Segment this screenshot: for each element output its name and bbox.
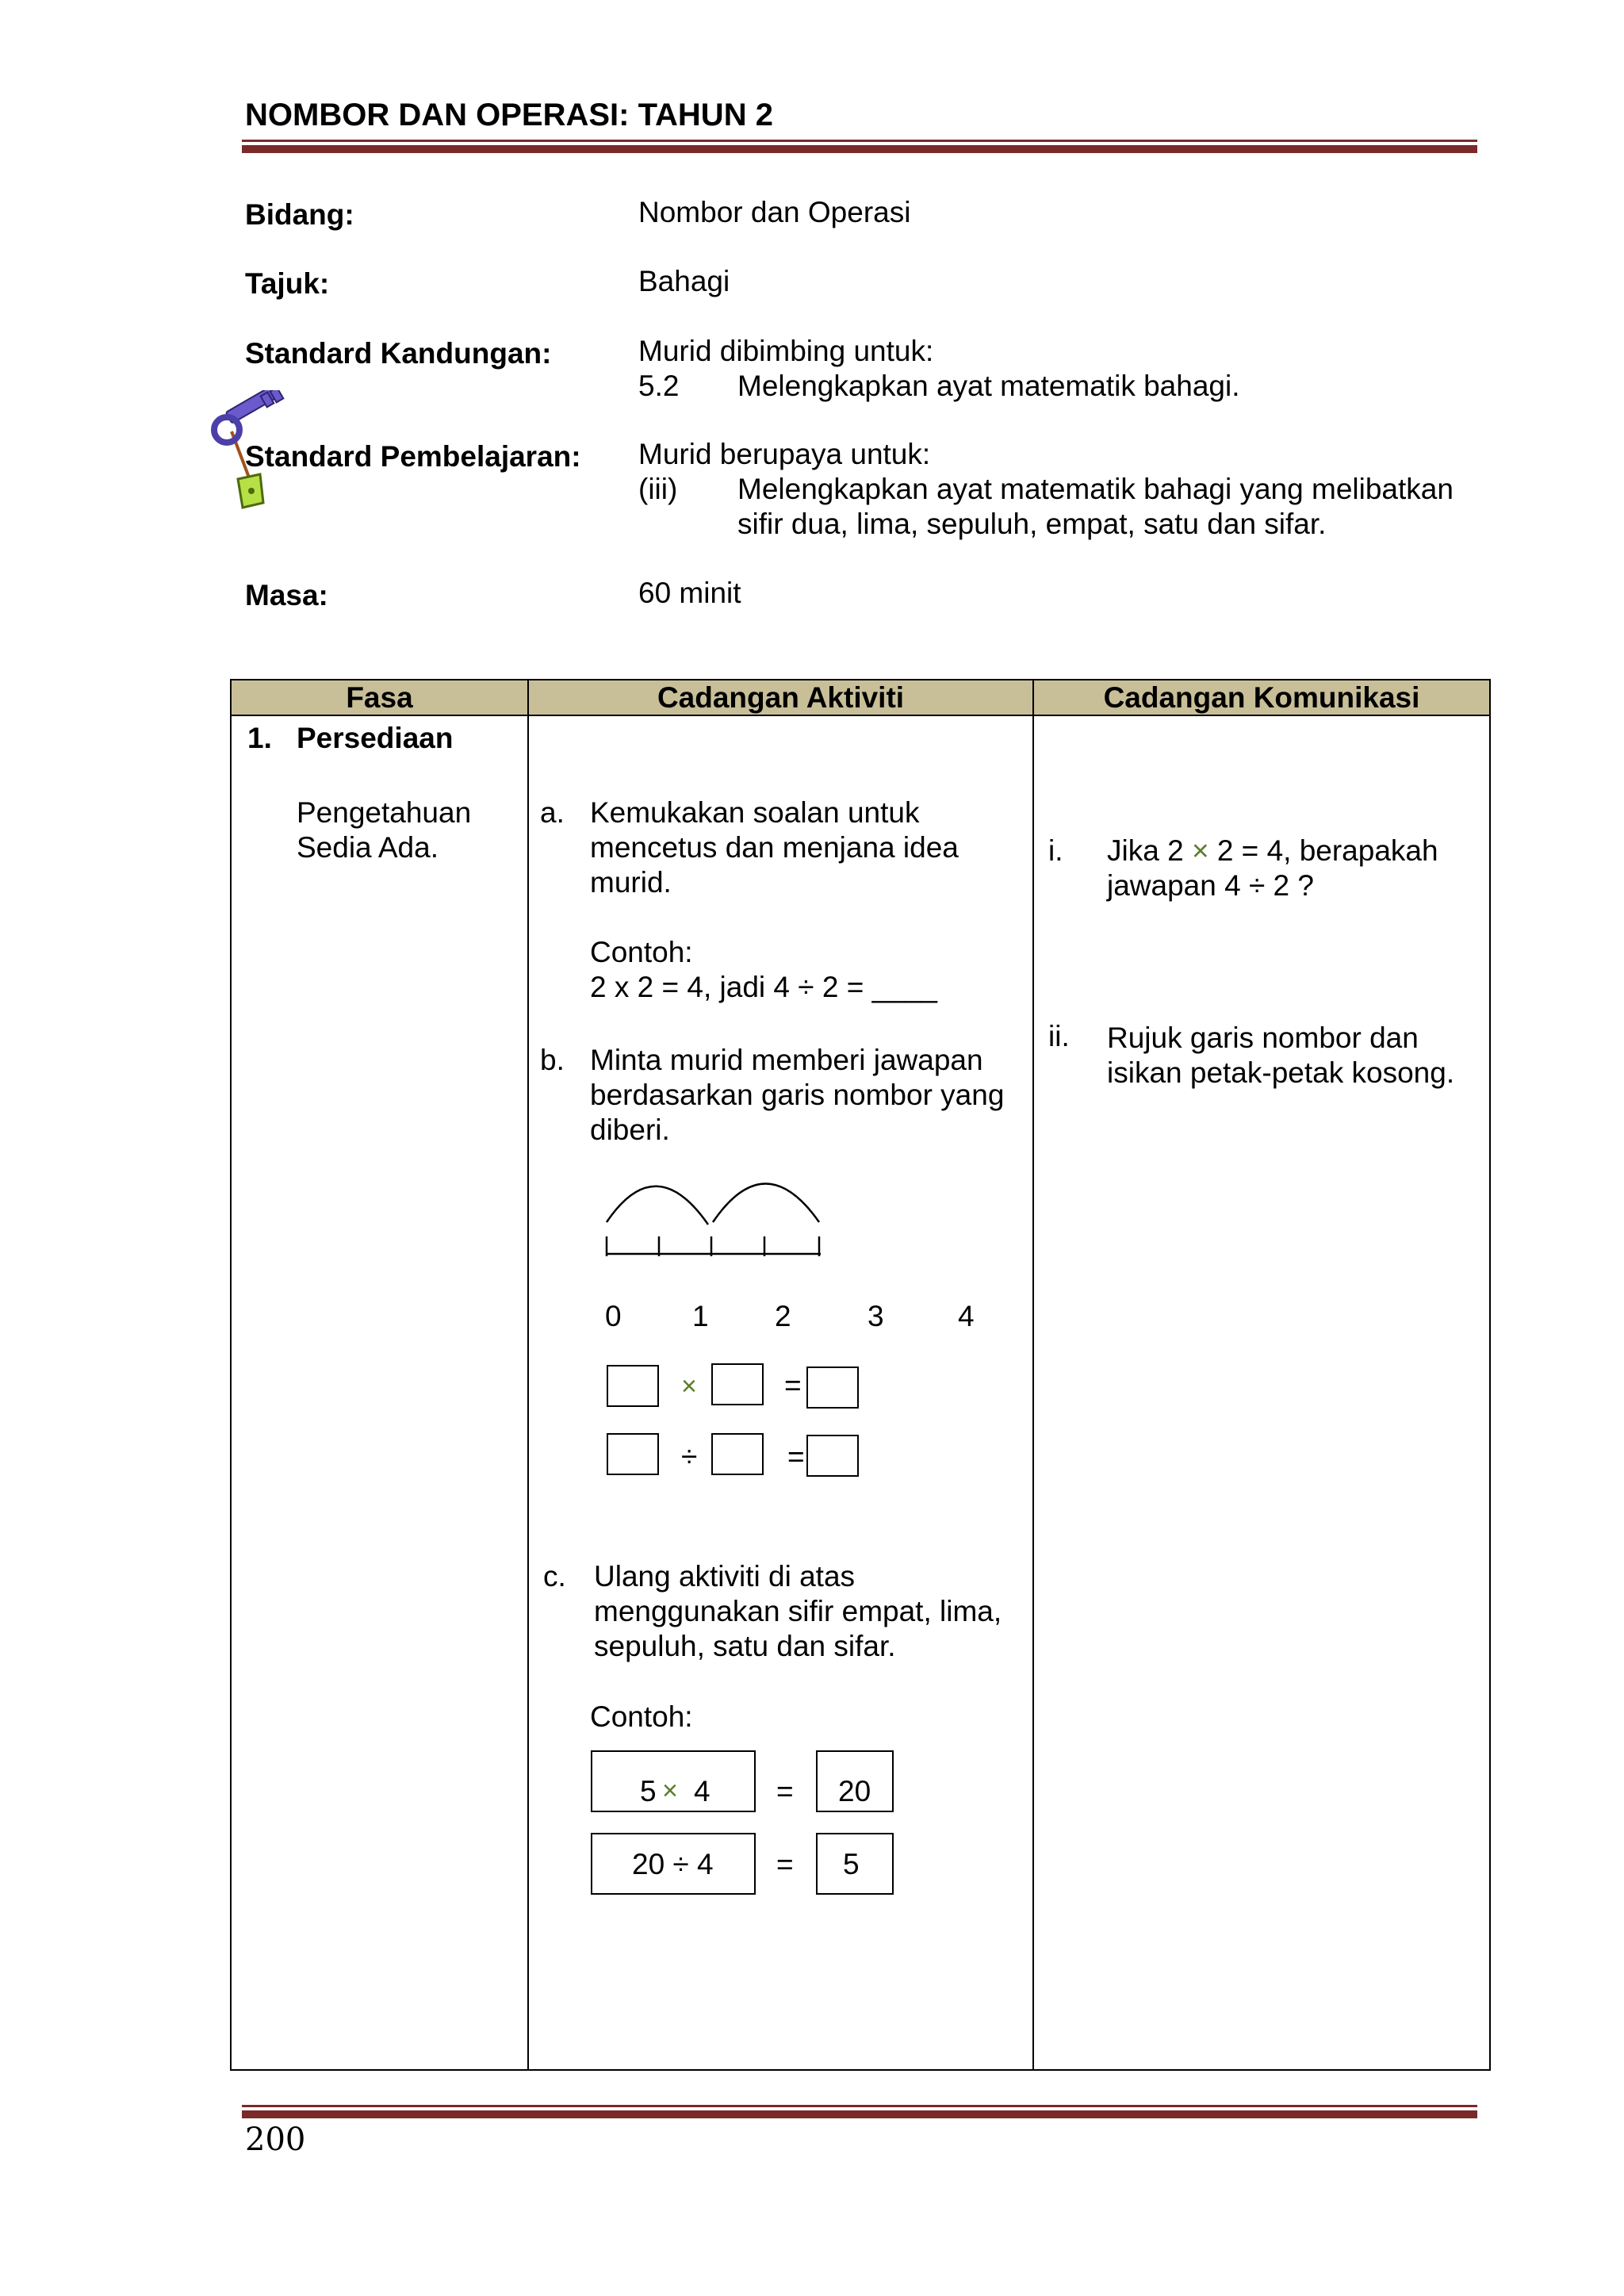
standard-pembelajaran-label: Standard Pembelajaran: — [245, 440, 581, 473]
blank-box[interactable] — [806, 1435, 859, 1477]
sk-text: Melengkapkan ayat matematik bahagi. — [737, 370, 1240, 402]
standard-pembelajaran-value — [638, 437, 1454, 542]
masa-value: 60 minit — [638, 577, 741, 609]
komunikasi-i-marker: i. — [1048, 834, 1063, 867]
divide-sign: ÷ — [681, 1440, 698, 1473]
sk-number: 5.2 — [638, 370, 680, 402]
activity-b-marker: b. — [540, 1044, 565, 1076]
activity-b-text: Minta murid memberi jawapan berdasarkan garis nombor yang diberi. — [590, 1044, 1005, 1146]
nl-label-4: 4 — [958, 1300, 975, 1332]
sp-number: (iii) — [638, 473, 678, 505]
page-header-title: NOMBOR DAN OPERASI: TAHUN 2 — [245, 98, 773, 132]
nl-label-1: 1 — [692, 1300, 709, 1332]
example-mult-left: 5 — [640, 1775, 657, 1807]
example-times-sign: × — [662, 1776, 678, 1806]
page-number: 200 — [245, 2122, 306, 2158]
aktiviti-cell — [528, 715, 1033, 2070]
nl-label-3: 3 — [868, 1300, 884, 1332]
example-mult-right: 4 — [694, 1775, 710, 1807]
equals-sign: = — [784, 1369, 802, 1401]
sp-intro: Murid berupaya untuk: — [638, 438, 931, 470]
tajuk-label: Tajuk: — [245, 267, 330, 300]
example-equals-2: = — [776, 1848, 794, 1880]
example-div-result: 5 — [843, 1848, 860, 1880]
activity-c-marker: c. — [543, 1560, 566, 1593]
masa-label: Masa: — [245, 579, 328, 611]
komunikasi-times-sign: × — [1191, 834, 1209, 867]
nl-label-0: 0 — [605, 1300, 622, 1332]
contoh-1-equation: 2 x 2 = 4, jadi 4 ÷ 2 = ____ — [590, 971, 937, 1003]
fasa-title: Persediaan — [297, 722, 454, 754]
contoh-2-label: Contoh: — [590, 1700, 693, 1733]
times-sign: × — [681, 1371, 697, 1401]
blank-box[interactable] — [607, 1365, 659, 1407]
bidang-value: Nombor dan Operasi — [638, 196, 911, 228]
tajuk-value: Bahagi — [638, 265, 730, 297]
equals-sign: = — [787, 1440, 805, 1473]
jump-arc-2 — [713, 1184, 819, 1223]
sk-intro: Murid dibimbing untuk: — [638, 335, 934, 367]
sp-text: Melengkapkan ayat matematik bahagi yang melibatkan sifir dua, lima, sepuluh, empat, satu dan sifar. — [737, 473, 1454, 540]
example-mult-result: 20 — [838, 1775, 871, 1807]
bidang-label: Bidang: — [245, 198, 354, 231]
number-line — [600, 1165, 973, 1256]
komunikasi-ii-marker: ii. — [1048, 1020, 1070, 1052]
lesson-table — [230, 679, 1491, 2071]
blank-box[interactable] — [806, 1366, 859, 1409]
activity-c-text: Ulang aktiviti di atas menggunakan sifir empat, lima, sepuluh, satu dan sifar. — [594, 1560, 1002, 1662]
activity-a-marker: a. — [540, 796, 565, 829]
nl-label-2: 2 — [775, 1300, 791, 1332]
contoh-1: Contoh: 2 x 2 = 4, jadi 4 ÷ 2 = ____ — [590, 936, 937, 1003]
blank-box[interactable] — [711, 1363, 764, 1405]
header-cadangan-komunikasi: Cadangan Komunikasi — [1033, 680, 1490, 715]
fasa-subtitle: Pengetahuan Sedia Ada. — [297, 796, 472, 864]
blank-box[interactable] — [607, 1433, 659, 1475]
example-div: 20 ÷ 4 — [632, 1848, 714, 1880]
header-cadangan-aktiviti: Cadangan Aktiviti — [528, 680, 1033, 715]
standard-kandungan-value — [638, 334, 1239, 404]
komunikasi-cell — [1033, 715, 1490, 2070]
header-fasa: Fasa — [231, 680, 528, 715]
fasa-cell — [231, 715, 528, 2070]
activity-a-text: Kemukakan soalan untuk mencetus dan menjana idea murid. — [590, 796, 959, 899]
standard-kandungan-label: Standard Kandungan: — [245, 337, 552, 370]
example-equals-1: = — [776, 1775, 794, 1807]
komunikasi-ii-text: Rujuk garis nombor dan isikan petak-petak kosong. — [1107, 1022, 1455, 1089]
header-divider — [242, 140, 1477, 153]
footer-divider — [242, 2105, 1477, 2118]
jump-arc-1 — [607, 1186, 708, 1225]
fasa-number: 1. — [247, 722, 272, 754]
komunikasi-i-text: Jika 2 × 2 = 4, berapakah jawapan 4 ÷ 2 ? — [1107, 834, 1438, 902]
blank-box[interactable] — [711, 1433, 764, 1475]
